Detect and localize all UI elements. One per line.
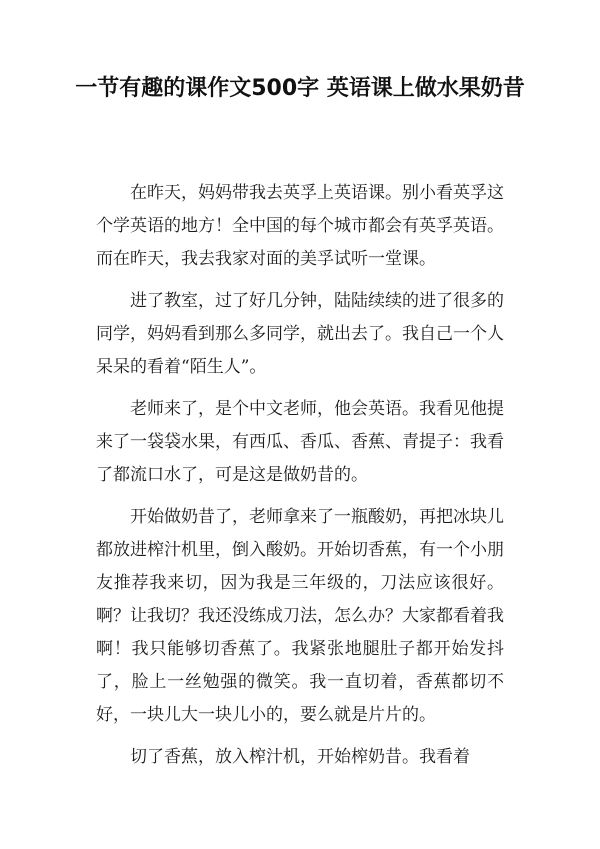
paragraph: 切了香蕉，放入榨汁机，开始榨奶昔。我看着 (130, 747, 470, 767)
paragraph: 开始做奶昔了，老师拿来了一瓶酸奶，再把冰块儿都放进榨汁机里，倒入酸奶。开始切香蕉，有一个小朋友推荐我来切，因为我是三年级的，刀法应该很好。啊？让我切？我还没练成刀法，怎么办？大家都看着我啊！我只能够切香蕉了。我紧张地腿肚子都开始发抖了，脸上一丝勉强的微笑。我一直切着，香蕉都切不好，一块儿大一块儿小的，要么就是片片的。 (96, 507, 504, 725)
paragraph: 老师来了，是个中文老师，他会英语。我看见他提来了一袋袋水果，有西瓜、香瓜、香蕉、青提子：我看了都流口水了，可是这是做奶昔的。 (96, 399, 504, 485)
document-body (96, 177, 504, 783)
paragraph: 进了教室，过了好几分钟，陆陆续续的进了很多的同学，妈妈看到那么多同学，就出去了。我自己一个人呆呆的看着“陌生人”。 (96, 291, 504, 377)
document-title: 一节有趣的课作文500字 英语课上做水果奶昔 (75, 76, 525, 101)
paragraph: 在昨天，妈妈带我去英孚上英语课。别小看英孚这个学英语的地方！全中国的每个城市都会有英孚英语。而在昨天，我去我家对面的美孚试听一堂课。 (96, 183, 504, 269)
